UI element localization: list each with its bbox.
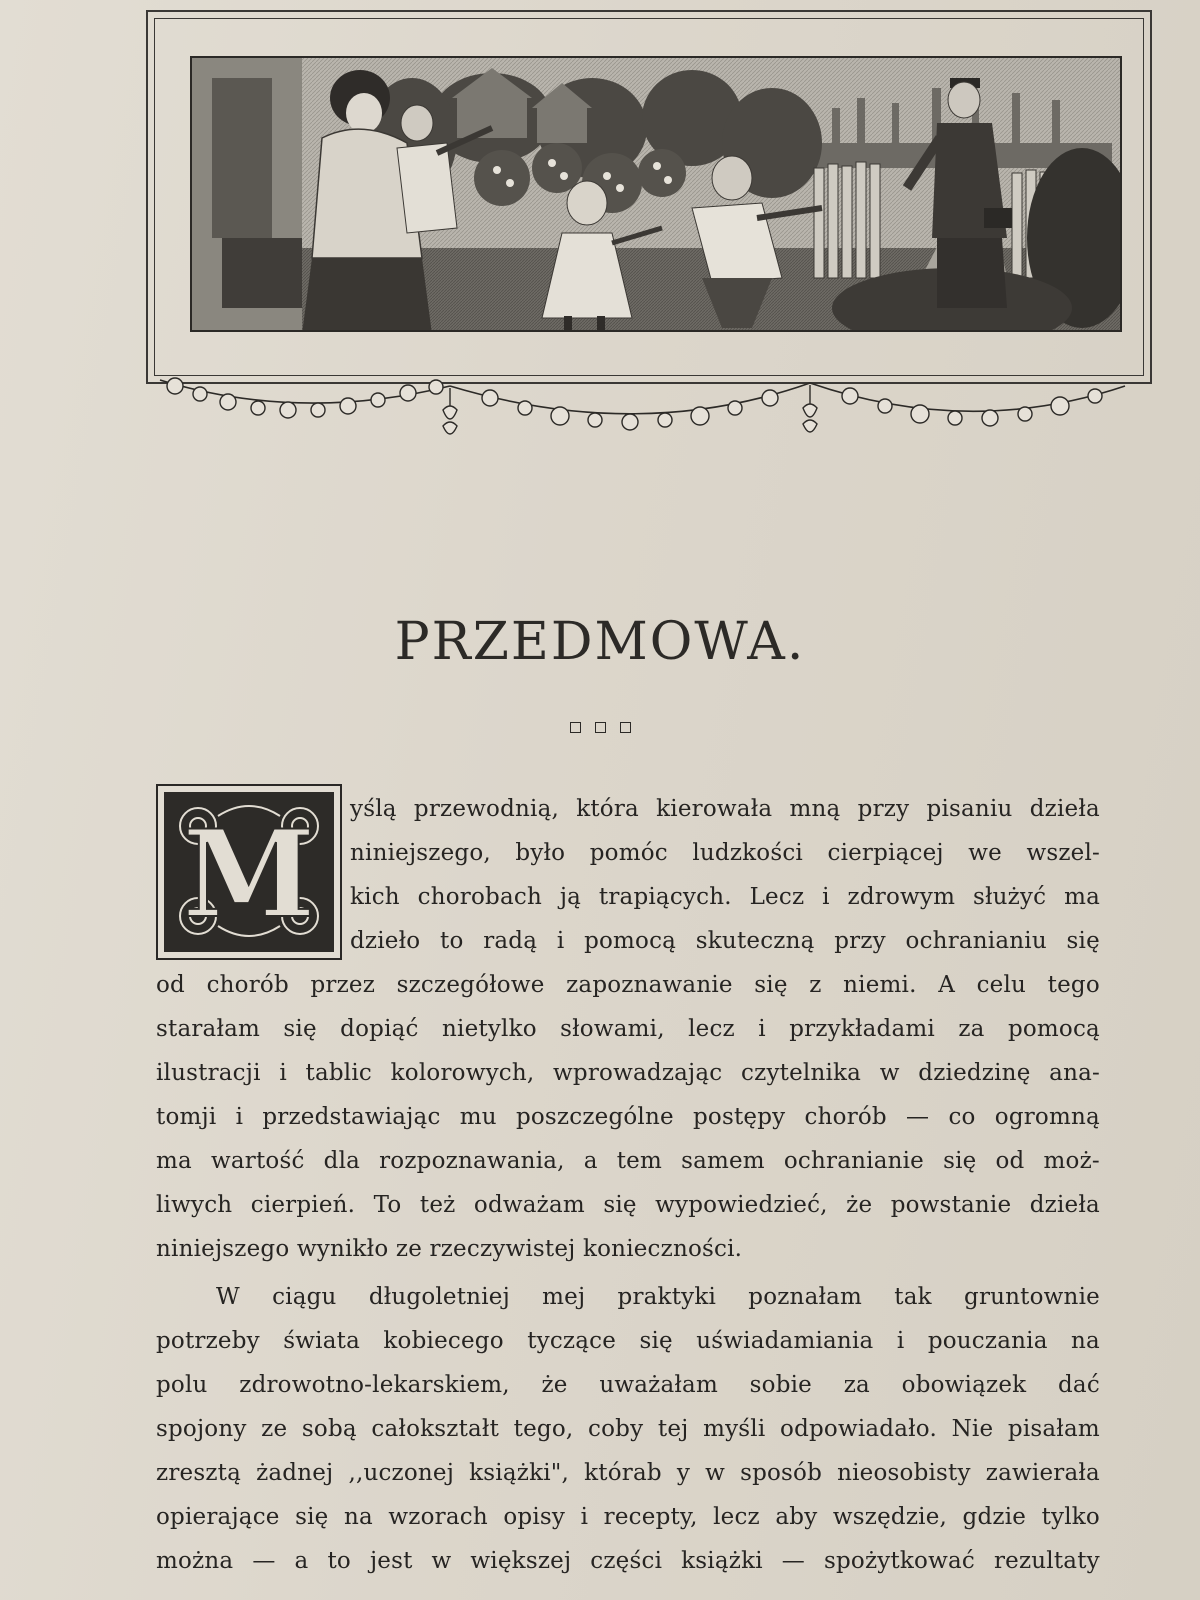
- text-line: yślą przewodnią, która kierowała mną przy pisaniu dzieła: [350, 796, 1100, 822]
- ornament-square: [620, 722, 631, 733]
- text-line: starałam się dopiąć nietylko słowami, lecz i przykładami za pomocą: [156, 1016, 1100, 1042]
- text-line: tomji i przedstawiając mu poszczególne postępy chorób — co ogromną: [156, 1104, 1100, 1130]
- text-line: W ciągu długoletniej mej praktyki poznałam tak gruntownie: [216, 1284, 1100, 1310]
- text-line: niniejszego wynikło ze rzeczywistej konieczności.: [156, 1236, 743, 1262]
- text-line: dzieło to radą i pomocą skuteczną przy ochranianiu się: [350, 928, 1100, 954]
- text-line: potrzeby świata kobiecego tyczące się uświadamiania i pouczania na: [156, 1328, 1100, 1354]
- engraving-illustration: [190, 56, 1122, 332]
- text-line: kich chorobach ją trapiących. Lecz i zdrowym służyć ma: [350, 884, 1100, 910]
- decorative-drop-cap: [156, 784, 342, 960]
- text-line: polu zdrowotno-lekarskiem, że uważałam sobie za obowiązek dać: [156, 1372, 1100, 1398]
- page-title: PRZEDMOWA.: [394, 612, 806, 672]
- text-line: można — a to jest w większej części książki — spożytkować rezultaty: [156, 1548, 1100, 1574]
- text-line: opierające się na wzorach opisy i recepty, lecz aby wszędzie, gdzie tylko: [156, 1504, 1100, 1530]
- text-line: niniejszego, było pomóc ludzkości cierpiącej we wszel-: [350, 840, 1100, 866]
- ornament-square: [570, 722, 581, 733]
- drop-cap-letter: M: [182, 804, 316, 945]
- garland-ornament: [150, 368, 1140, 458]
- text-line: zresztą żadnej ,,uczonej książki", którab y w sposób nieosobisty zawierała: [156, 1460, 1100, 1486]
- text-line: od chorób przez szczegółowe zapoznawanie się z niemi. A celu tego: [156, 972, 1100, 998]
- ornament-square: [595, 722, 606, 733]
- text-line: ilustracji i tablic kolorowych, wprowadzając czytelnika w dziedzinę ana-: [156, 1060, 1100, 1086]
- text-line: ma wartość dla rozpoznawania, a tem samem ochranianie się od moż-: [156, 1148, 1100, 1174]
- title-ornament: [0, 722, 1200, 733]
- text-line: liwych cierpień. To też odważam się wypowiedzieć, że powstanie dzieła: [156, 1192, 1100, 1218]
- text-line: spojony ze sobą całokształt tego, coby tej myśli odpowiadało. Nie pisałam: [156, 1416, 1100, 1442]
